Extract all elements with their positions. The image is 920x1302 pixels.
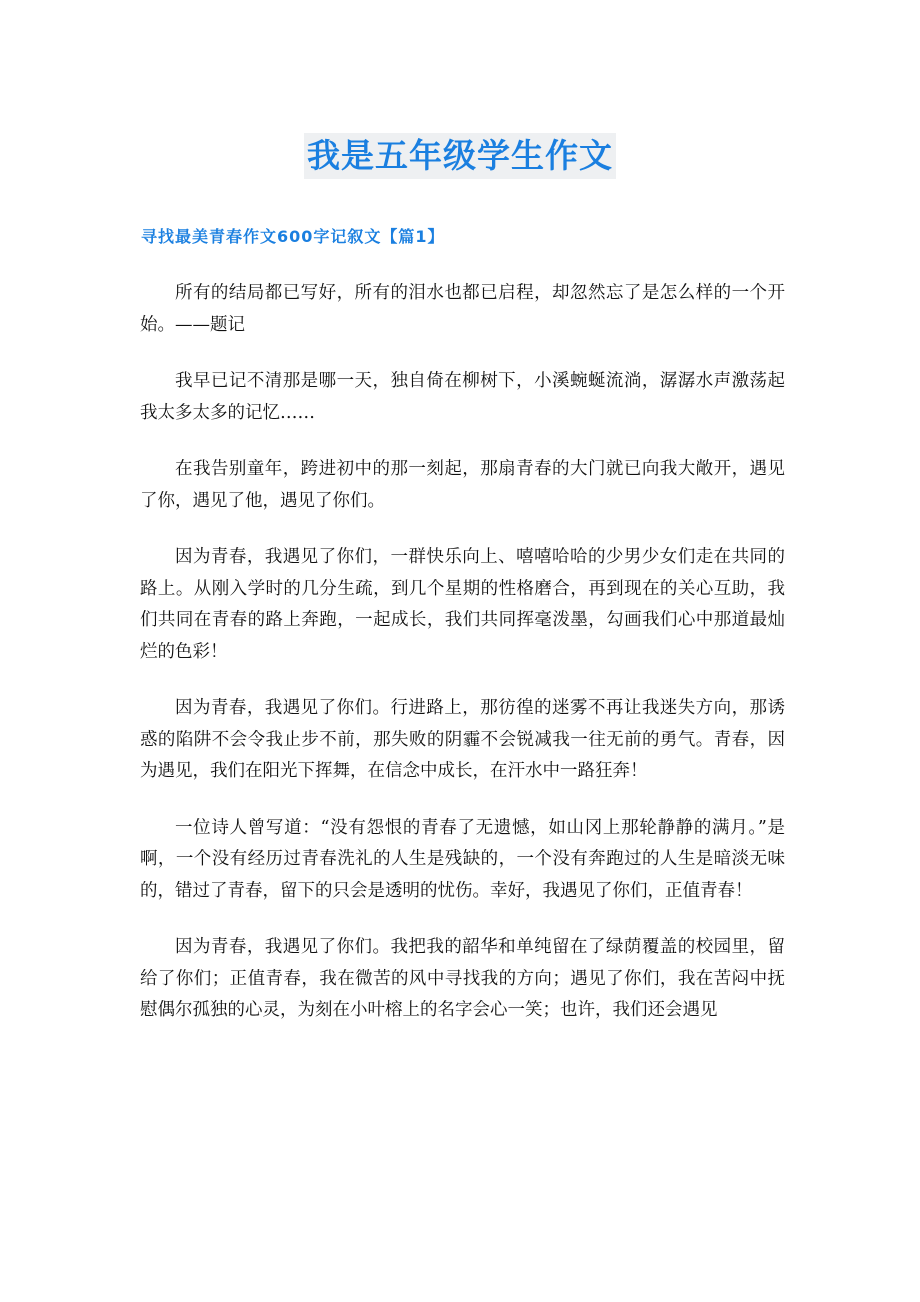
paragraph-courage: 因为青春，我遇见了你们。行进路上，那彷徨的迷雾不再让我迷失方向，那诱惑的陷阱不会令我止步不前，那失败的阴霾不会锐减我一往无前的勇气。青春，因为遇见，我们在阳光下挥舞，在信念中成长，在汗水中一路狂奔！	[140, 698, 785, 781]
paragraph-poet-quote: 一位诗人曾写道：“没有怨恨的青春了无遗憾，如山冈上那轮静静的满月。”是啊，一个没有经历过青春洗礼的人生是残缺的，一个没有奔跑过的人生是暗淡无味的，错过了青春，留下的只会是透明的忧伤。幸好，我遇见了你们，正值青春！	[140, 817, 785, 901]
section-heading: 寻找最美青春作文600字记叙文【篇1】	[141, 227, 445, 246]
paragraph-epigraph: 所有的结局都已写好，所有的泪水也都已启程，却忽然忘了是怎么样的一个开始。——题记	[140, 283, 785, 335]
title-container	[0, 133, 920, 179]
paragraph-growing-together: 因为青春，我遇见了你们，一群快乐向上、嘻嘻哈哈的少男少女们走在共同的路上。从刚入学时的几分生疏，到几个星期的性格磨合，再到现在的关心互助，我们共同在青春的路上奔跑，一起成长，我们共同挥毫泼墨，勾画我们心中那道最灿烂的色彩！	[140, 547, 785, 662]
paragraph-campus: 因为青春，我遇见了你们。我把我的韶华和单纯留在了绿荫覆盖的校园里，留给了你们；正值青春，我在微苦的风中寻找我的方向；遇见了你们，我在苦闷中抚慰偶尔孤独的心灵，为刻在小叶榕上的名字会心一笑；也许，我们还会遇见	[140, 937, 785, 1020]
article-body	[140, 278, 785, 1052]
paragraph-farewell-childhood: 在我告别童年，跨进初中的那一刻起，那扇青春的大门就已向我大敞开，遇见了你，遇见了他，遇见了你们。	[140, 459, 785, 511]
document-title: 我是五年级学生作文	[304, 133, 616, 179]
paragraph-memory: 我早已记不清那是哪一天，独自倚在柳树下，小溪蜿蜒流淌，潺潺水声激荡起我太多太多的记忆……	[140, 371, 785, 423]
